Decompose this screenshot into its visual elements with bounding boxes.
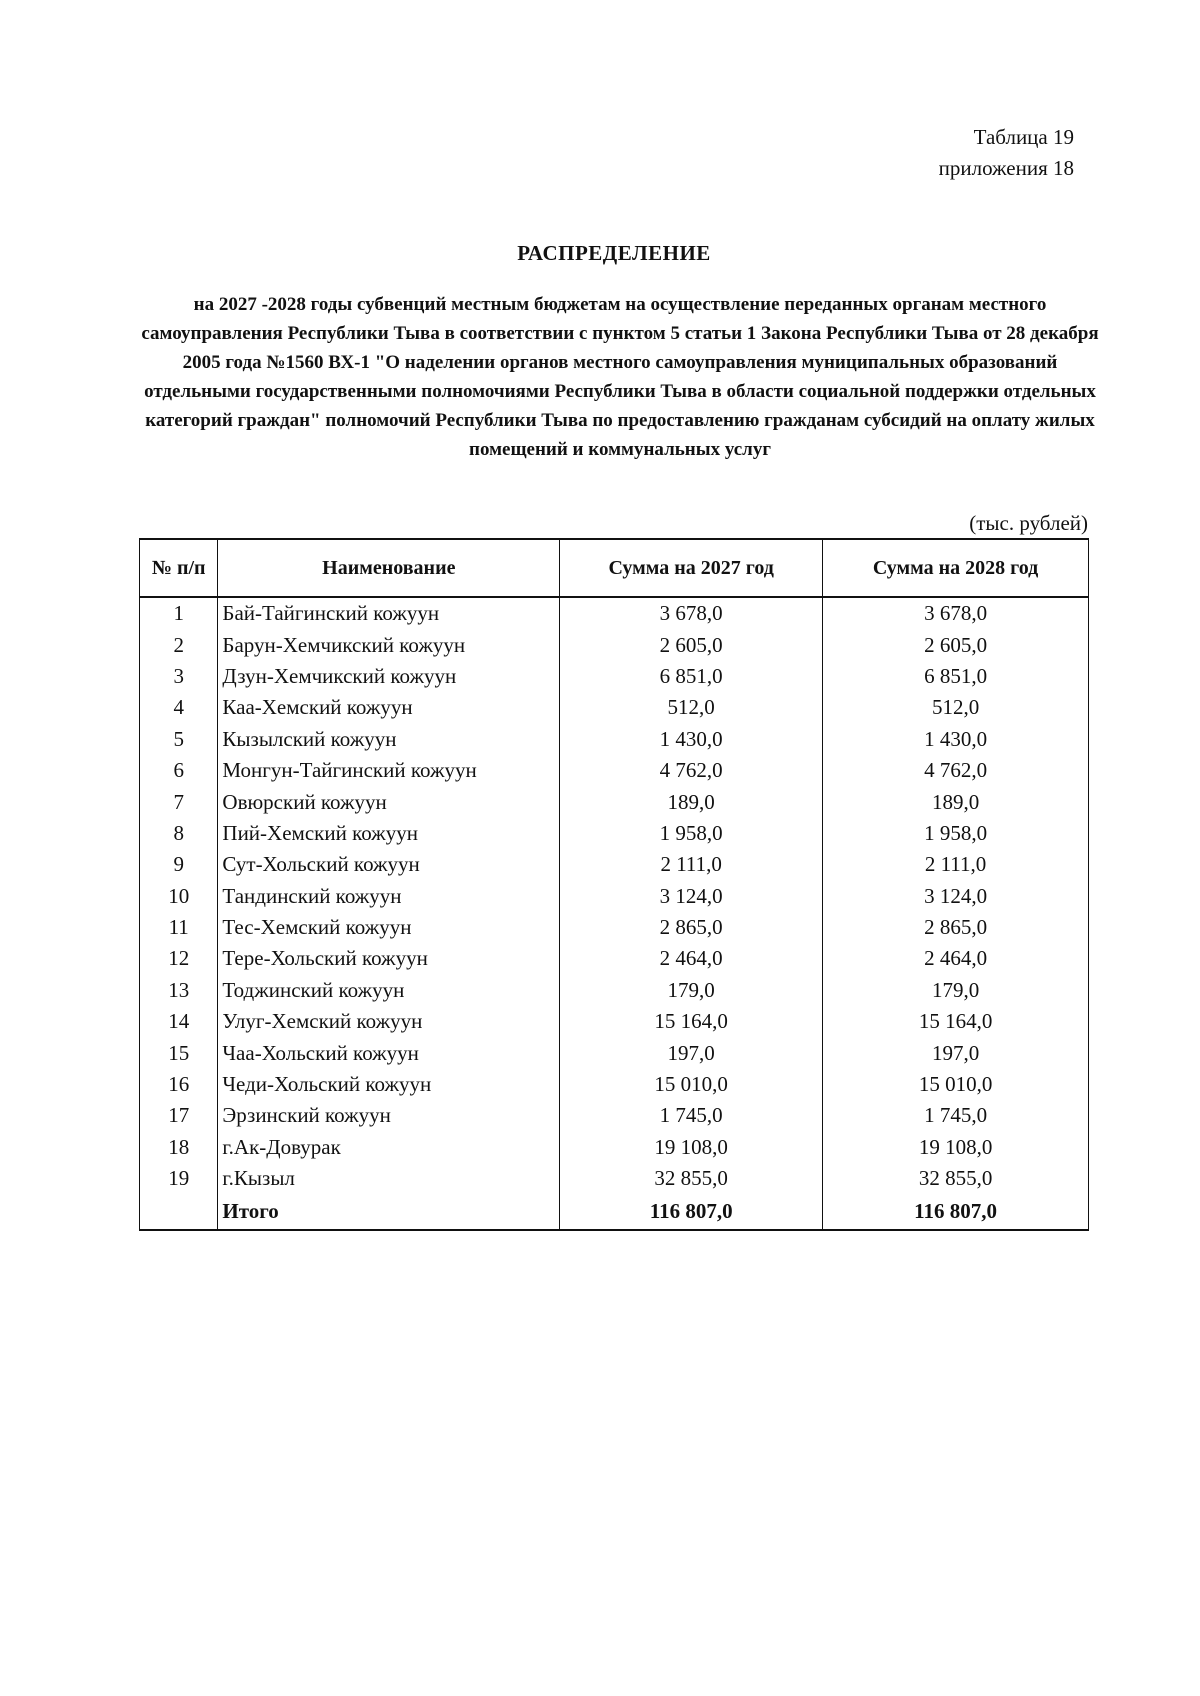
table-row [140, 1100, 1089, 1131]
total-number-cell [140, 1194, 218, 1230]
row-amount-2027: 3 678,0 [560, 597, 823, 629]
table-row [140, 1163, 1089, 1194]
row-name: Тандинский кожуун [218, 881, 560, 912]
row-number: 8 [140, 818, 218, 849]
table-body [140, 597, 1089, 1194]
row-amount-2028: 19 108,0 [823, 1132, 1089, 1163]
table-row [140, 786, 1089, 817]
row-number: 2 [140, 629, 218, 660]
row-amount-2028: 189,0 [823, 786, 1089, 817]
distribution-table [139, 538, 1089, 1231]
row-amount-2028: 4 762,0 [823, 755, 1089, 786]
row-name: Улуг-Хемский кожуун [218, 1006, 560, 1037]
row-amount-2028: 6 851,0 [823, 661, 1089, 692]
row-amount-2027: 15 010,0 [560, 1069, 823, 1100]
row-amount-2027: 3 124,0 [560, 881, 823, 912]
row-name: Эрзинский кожуун [218, 1100, 560, 1131]
row-name: Сут-Хольский кожуун [218, 849, 560, 880]
table-number: Таблица 19 [973, 125, 1074, 149]
row-name: Каа-Хемский кожуун [218, 692, 560, 723]
table-row [140, 755, 1089, 786]
column-header-number: № п/п [140, 539, 218, 597]
table-row [140, 818, 1089, 849]
total-2027: 116 807,0 [560, 1194, 823, 1230]
row-name: Тоджинский кожуун [218, 975, 560, 1006]
row-number: 16 [140, 1069, 218, 1100]
row-amount-2027: 512,0 [560, 692, 823, 723]
row-amount-2027: 1 745,0 [560, 1100, 823, 1131]
row-amount-2027: 179,0 [560, 975, 823, 1006]
row-name: Бай-Тайгинский кожуун [218, 597, 560, 629]
total-row [140, 1194, 1089, 1230]
units-label: (тыс. рублей) [969, 511, 1088, 535]
row-amount-2027: 19 108,0 [560, 1132, 823, 1163]
row-amount-2027: 1 430,0 [560, 724, 823, 755]
total-label: Итого [218, 1194, 560, 1230]
row-name: г.Ак-Довурак [218, 1132, 560, 1163]
row-number: 7 [140, 786, 218, 817]
table-row [140, 724, 1089, 755]
row-amount-2028: 2 111,0 [823, 849, 1089, 880]
table-row [140, 629, 1089, 660]
row-name: Дзун-Хемчикский кожуун [218, 661, 560, 692]
row-number: 6 [140, 755, 218, 786]
row-number: 14 [140, 1006, 218, 1037]
column-header-name: Наименование [218, 539, 560, 597]
table-row [140, 881, 1089, 912]
row-number: 4 [140, 692, 218, 723]
row-amount-2028: 3 124,0 [823, 881, 1089, 912]
row-amount-2028: 15 010,0 [823, 1069, 1089, 1100]
document-subtitle: на 2027 -2028 годы субвенций местным бюджетам на осуществление переданных органам местного самоуправления Республики Тыва в соответствии с пунктом 5 статьи 1 Закона Республики Тыва от 28 декабря 2005 года №1560 ВХ-1 "О наделении органов местного самоуправления муниципальных образований отдельными государственными полномочиями Республики Тыва в области социальной поддержки отдельных категорий граждан" полномочий Республики Тыва по предоставлению гражданам субсидий на оплату жилых помещений и коммунальных услуг [141, 294, 1099, 460]
appendix-number: приложения 18 [938, 156, 1074, 180]
table-header-row [140, 539, 1089, 597]
row-name: Монгун-Тайгинский кожуун [218, 755, 560, 786]
row-amount-2027: 2 605,0 [560, 629, 823, 660]
row-name: Пий-Хемский кожуун [218, 818, 560, 849]
row-number: 11 [140, 912, 218, 943]
row-name: г.Кызыл [218, 1163, 560, 1194]
row-amount-2028: 179,0 [823, 975, 1089, 1006]
row-name: Тере-Хольский кожуун [218, 943, 560, 974]
document-title: РАСПРЕДЕЛЕНИЕ [517, 241, 711, 265]
row-number: 9 [140, 849, 218, 880]
table-row [140, 661, 1089, 692]
row-amount-2027: 1 958,0 [560, 818, 823, 849]
row-number: 17 [140, 1100, 218, 1131]
row-amount-2028: 1 958,0 [823, 818, 1089, 849]
row-amount-2028: 15 164,0 [823, 1006, 1089, 1037]
row-name: Чеди-Хольский кожуун [218, 1069, 560, 1100]
row-number: 12 [140, 943, 218, 974]
row-amount-2028: 1 430,0 [823, 724, 1089, 755]
row-number: 18 [140, 1132, 218, 1163]
table-row [140, 1037, 1089, 1068]
row-name: Тес-Хемский кожуун [218, 912, 560, 943]
row-name: Овюрский кожуун [218, 786, 560, 817]
row-amount-2027: 6 851,0 [560, 661, 823, 692]
document-reference [939, 122, 1074, 184]
row-amount-2027: 4 762,0 [560, 755, 823, 786]
row-number: 19 [140, 1163, 218, 1194]
row-number: 13 [140, 975, 218, 1006]
table-row [140, 975, 1089, 1006]
table-row [140, 1006, 1089, 1037]
row-number: 10 [140, 881, 218, 912]
row-name: Кызылский кожуун [218, 724, 560, 755]
row-name: Барун-Хемчикский кожуун [218, 629, 560, 660]
row-number: 15 [140, 1037, 218, 1068]
column-header-2027: Сумма на 2027 год [560, 539, 823, 597]
row-amount-2027: 2 865,0 [560, 912, 823, 943]
row-amount-2028: 1 745,0 [823, 1100, 1089, 1131]
row-number: 5 [140, 724, 218, 755]
table-row [140, 1069, 1089, 1100]
row-amount-2028: 512,0 [823, 692, 1089, 723]
table-row [140, 912, 1089, 943]
table-row [140, 692, 1089, 723]
row-amount-2028: 2 865,0 [823, 912, 1089, 943]
table-row [140, 1132, 1089, 1163]
column-header-2028: Сумма на 2028 год [823, 539, 1089, 597]
row-name: Чаа-Хольский кожуун [218, 1037, 560, 1068]
table-row [140, 597, 1089, 629]
row-amount-2027: 189,0 [560, 786, 823, 817]
row-amount-2028: 2 605,0 [823, 629, 1089, 660]
row-number: 3 [140, 661, 218, 692]
row-amount-2027: 15 164,0 [560, 1006, 823, 1037]
row-amount-2028: 197,0 [823, 1037, 1089, 1068]
row-amount-2027: 197,0 [560, 1037, 823, 1068]
row-amount-2028: 32 855,0 [823, 1163, 1089, 1194]
row-amount-2027: 32 855,0 [560, 1163, 823, 1194]
table-row [140, 849, 1089, 880]
table-row [140, 943, 1089, 974]
row-amount-2027: 2 464,0 [560, 943, 823, 974]
total-2028: 116 807,0 [823, 1194, 1089, 1230]
row-number: 1 [140, 597, 218, 629]
row-amount-2028: 3 678,0 [823, 597, 1089, 629]
row-amount-2028: 2 464,0 [823, 943, 1089, 974]
row-amount-2027: 2 111,0 [560, 849, 823, 880]
